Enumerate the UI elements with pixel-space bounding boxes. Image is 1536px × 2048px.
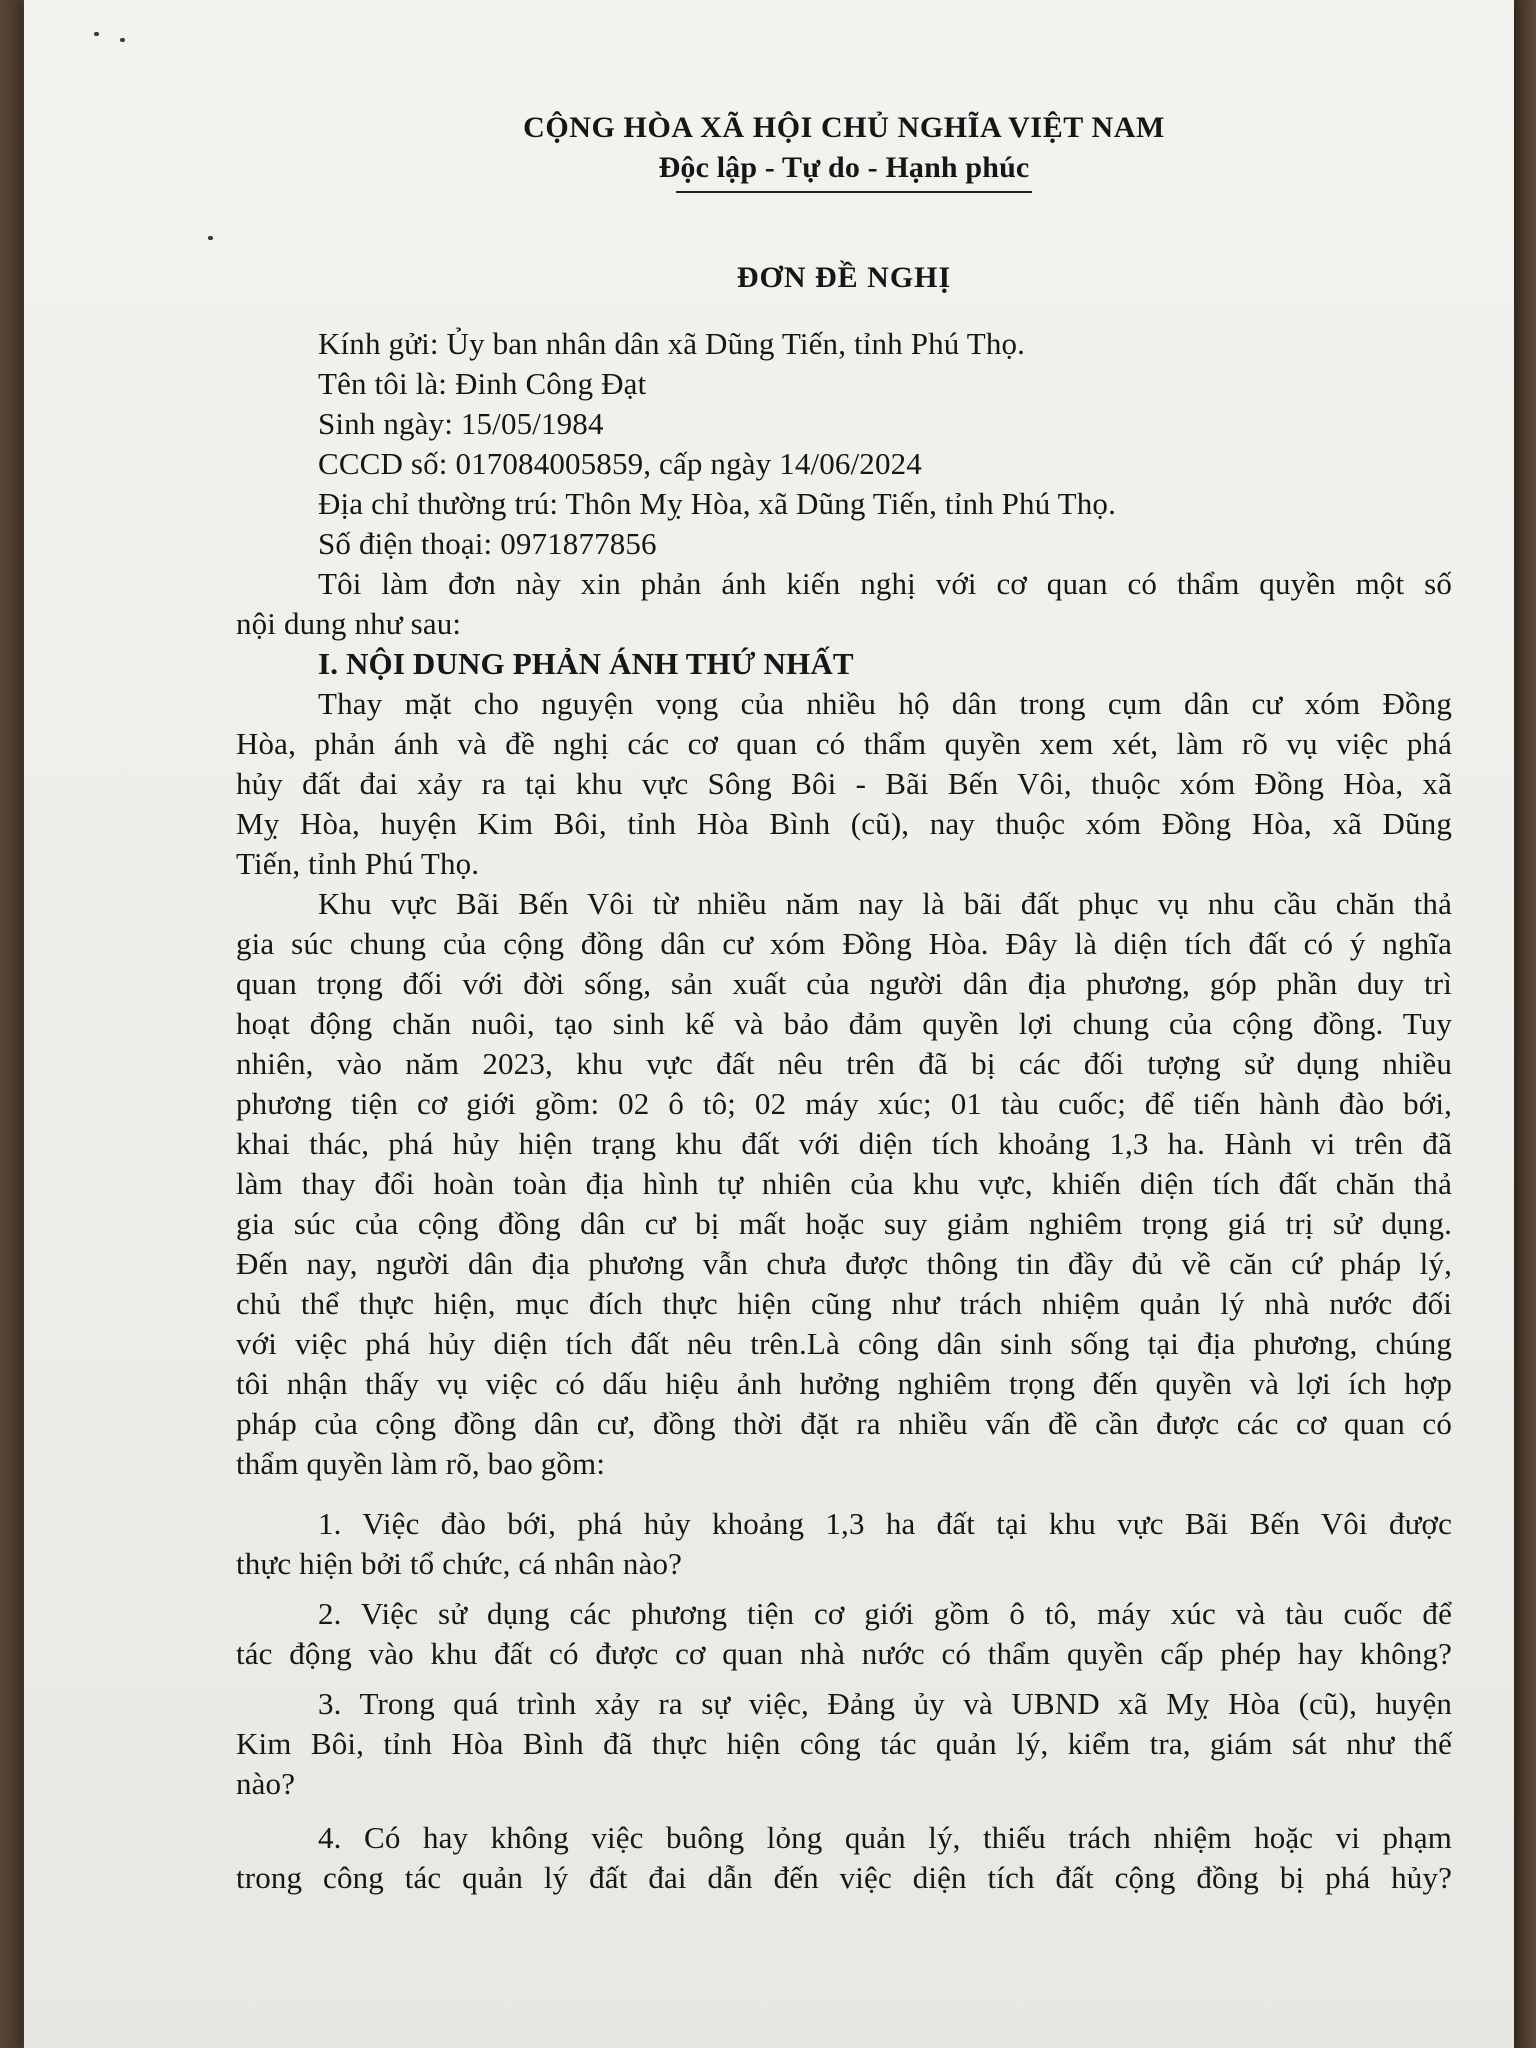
paragraph-line: thẩm quyền làm rõ, bao gồm:: [236, 1446, 606, 1481]
stray-dot: [94, 32, 99, 36]
date-of-birth: Sinh ngày: 15/05/1984: [318, 406, 604, 441]
question-2: tác động vào khu đất có được cơ quan nhà nước có thẩm quyền cấp phép hay không?: [236, 1636, 1452, 1671]
phone-number: Số điện thoại: 0971877856: [318, 526, 657, 561]
motto-underline: [676, 191, 1032, 193]
paragraph-line: gia súc của cộng đồng dân cư bị mất hoặc suy giảm nghiêm trọng giá trị sử dụng.: [236, 1206, 1452, 1241]
intro-line: nội dung như sau:: [236, 606, 462, 641]
section-heading: I. NỘI DUNG PHẢN ÁNH THỨ NHẤT: [318, 646, 854, 681]
stray-dot: [208, 236, 213, 240]
paragraph-line: tôi nhận thấy vụ việc có dấu hiệu ảnh hưởng nghiêm trọng đến quyền và lợi ích hợp: [236, 1366, 1452, 1401]
paragraph-line: hoạt động chăn nuôi, tạo sinh kế và bảo đảm quyền lợi chung của cộng đồng. Tuy: [236, 1006, 1452, 1041]
national-motto: Độc lập - Tự do - Hạnh phúc: [658, 151, 1030, 184]
question-4: 4. Có hay không việc buông lỏng quản lý, thiếu trách nhiệm hoặc vi phạm: [318, 1820, 1452, 1855]
applicant-name: Tên tôi là: Đinh Công Đạt: [318, 366, 647, 401]
national-name: CỘNG HÒA XÃ HỘI CHỦ NGHĨA VIỆT NAM: [523, 111, 1165, 144]
intro-line: Tôi làm đơn này xin phản ánh kiến nghị với cơ quan có thẩm quyền một số: [318, 566, 1452, 601]
permanent-address: Địa chỉ thường trú: Thôn Mỵ Hòa, xã Dũng Tiến, tỉnh Phú Thọ.: [318, 486, 1116, 521]
question-1: 1. Việc đào bới, phá hủy khoảng 1,3 ha đất tại khu vực Bãi Bến Vôi được: [318, 1506, 1452, 1541]
paragraph-line: Khu vực Bãi Bến Vôi từ nhiều năm nay là bãi đất phục vụ nhu cầu chăn thả: [318, 886, 1452, 921]
question-3: nào?: [236, 1766, 296, 1801]
document-page: [24, 0, 1514, 2048]
paragraph-line: Thay mặt cho nguyện vọng của nhiều hộ dân trong cụm dân cư xóm Đồng: [318, 686, 1452, 721]
paragraph-line: chủ thể thực hiện, mục đích thực hiện cũng như trách nhiệm quản lý nhà nước đối: [236, 1286, 1452, 1321]
paragraph-line: pháp của cộng đồng dân cư, đồng thời đặt ra nhiều vấn đề cần được các cơ quan có: [236, 1406, 1452, 1441]
paragraph-line: hủy đất đai xảy ra tại khu vực Sông Bôi - Bãi Bến Vôi, thuộc xóm Đồng Hòa, xã: [236, 766, 1452, 801]
question-1: thực hiện bởi tổ chức, cá nhân nào?: [236, 1546, 683, 1581]
document-title: ĐƠN ĐỀ NGHỊ: [736, 261, 952, 294]
recipient-line: Kính gửi: Ủy ban nhân dân xã Dũng Tiến, tỉnh Phú Thọ.: [318, 326, 1026, 361]
id-number: CCCD số: 017084005859, cấp ngày 14/06/2024: [318, 446, 922, 481]
paragraph-line: quan trọng đối với đời sống, sản xuất của người dân địa phương, góp phần duy trì: [236, 966, 1452, 1001]
question-3: Kim Bôi, tỉnh Hòa Bình đã thực hiện công tác quản lý, kiểm tra, giám sát như thế: [236, 1726, 1452, 1761]
paragraph-line: khai thác, phá hủy hiện trạng khu đất với diện tích khoảng 1,3 ha. Hành vi trên đã: [236, 1126, 1452, 1161]
paragraph-line: với việc phá hủy diện tích đất nêu trên.Là công dân sinh sống tại địa phương, chúng: [236, 1326, 1452, 1361]
paragraph-line: phương tiện cơ giới gồm: 02 ô tô; 02 máy xúc; 01 tàu cuốc; để tiến hành đào bới,: [236, 1086, 1452, 1121]
paragraph-line: gia súc chung của cộng đồng dân cư xóm Đồng Hòa. Đây là diện tích đất có ý nghĩa: [236, 926, 1452, 961]
paragraph-line: Hòa, phản ánh và đề nghị các cơ quan có thẩm quyền xem xét, làm rõ vụ việc phá: [236, 726, 1452, 761]
paragraph-line: Mỵ Hòa, huyện Kim Bôi, tỉnh Hòa Bình (cũ), nay thuộc xóm Đồng Hòa, xã Dũng: [236, 806, 1452, 841]
paragraph-line: làm thay đổi hoàn toàn địa hình tự nhiên của khu vực, khiến diện tích đất chăn thả: [236, 1166, 1452, 1201]
paragraph-line: Tiến, tỉnh Phú Thọ.: [236, 846, 480, 881]
paragraph-line: nhiên, vào năm 2023, khu vực đất nêu trên đã bị các đối tượng sử dụng nhiều: [236, 1046, 1452, 1081]
paragraph-line: Đến nay, người dân địa phương vẫn chưa được thông tin đầy đủ về căn cứ pháp lý,: [236, 1246, 1452, 1281]
stray-dot: [120, 38, 125, 42]
question-3: 3. Trong quá trình xảy ra sự việc, Đảng ủy và UBND xã Mỵ Hòa (cũ), huyện: [318, 1686, 1452, 1721]
question-4: trong công tác quản lý đất đai dẫn đến việc diện tích đất cộng đồng bị phá hủy?: [236, 1860, 1452, 1895]
question-2: 2. Việc sử dụng các phương tiện cơ giới gồm ô tô, máy xúc và tàu cuốc để: [318, 1596, 1452, 1631]
